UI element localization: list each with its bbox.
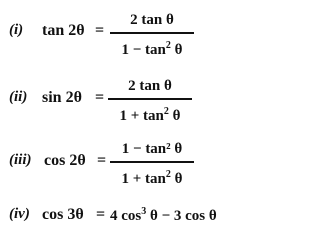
fraction bbox=[110, 12, 194, 59]
formula-rhs: 4 $\cos^3 \theta - 3$ cos θ bbox=[110, 206, 217, 224]
formula-3 bbox=[0, 131, 246, 187]
formula-lhs: sin 2θ bbox=[42, 89, 82, 106]
formula-label: (iv) bbox=[9, 206, 30, 222]
denominator: $1 - \tan^2 \theta$ bbox=[121, 40, 183, 58]
equals-sign: = bbox=[96, 206, 106, 223]
fraction bbox=[110, 141, 194, 188]
formula-1 bbox=[0, 12, 246, 62]
equals-sign: = bbox=[97, 152, 107, 169]
equals-sign: = bbox=[95, 22, 105, 39]
fraction-bar bbox=[110, 161, 194, 163]
formula-2 bbox=[0, 70, 246, 124]
numerator: 1 − tan² θ bbox=[121, 141, 183, 157]
numerator: 2 tan θ bbox=[130, 12, 174, 28]
denominator: $1 + \tan^2 \theta$ bbox=[121, 169, 183, 187]
formula-label: (iii) bbox=[9, 152, 32, 168]
formula-lhs: cos 3θ bbox=[42, 206, 84, 223]
formula-lhs: tan 2θ bbox=[42, 22, 85, 39]
formula-label: (ii) bbox=[9, 89, 28, 105]
equals-sign: = bbox=[95, 89, 105, 106]
fraction-bar bbox=[110, 32, 194, 34]
formula-lhs: cos 2θ bbox=[44, 152, 86, 169]
numerator: 2 tan θ bbox=[128, 78, 172, 94]
formula-label: (i) bbox=[9, 22, 24, 38]
fraction-bar bbox=[108, 98, 192, 100]
fraction bbox=[108, 78, 192, 125]
formula-4 bbox=[0, 196, 246, 226]
denominator: $1 + \tan^2 \theta$ bbox=[119, 106, 181, 124]
